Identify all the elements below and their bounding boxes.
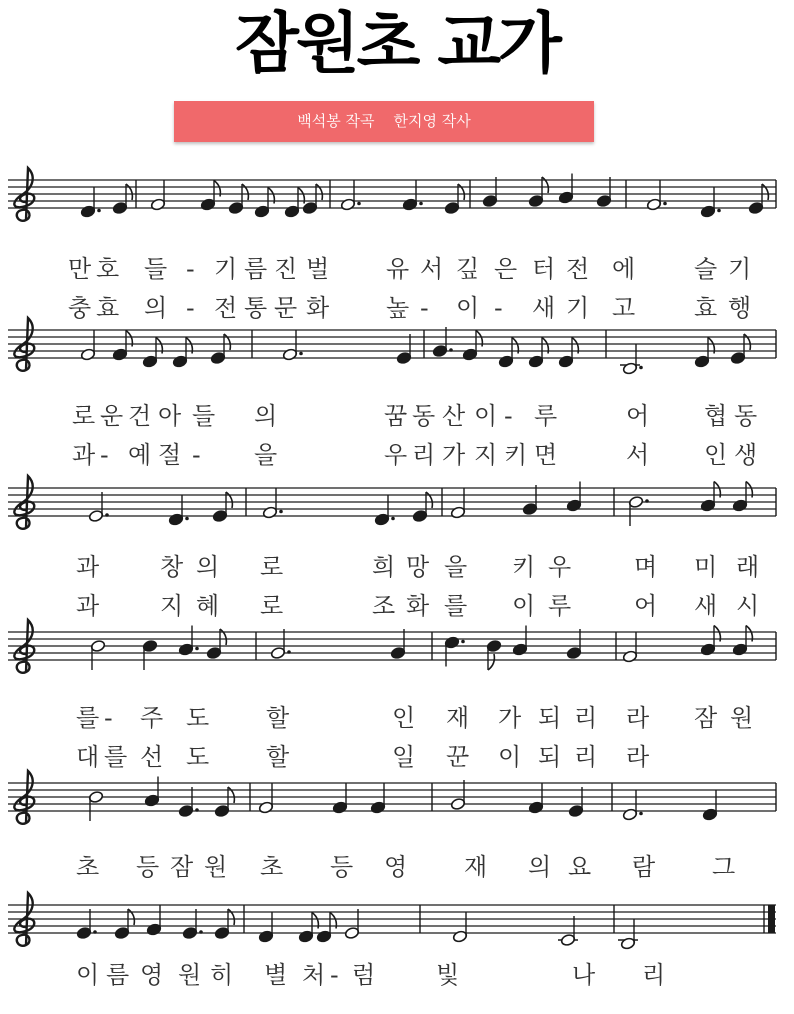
lyric-syllable: 리 xyxy=(574,743,598,771)
lyric-syllable: - xyxy=(494,294,503,322)
lyric-syllable: 과 xyxy=(76,553,100,581)
lyric-syllable: 행 xyxy=(728,294,752,322)
lyric-syllable: 혜 xyxy=(196,592,220,620)
lyric-syllable: 람 xyxy=(632,853,656,881)
lyric-syllable: 고 xyxy=(612,294,636,322)
augmentation-dot xyxy=(639,812,643,816)
augmentation-dot xyxy=(105,513,109,517)
lyric-syllable: 히 xyxy=(210,961,234,989)
lyric-syllable: - xyxy=(186,294,195,322)
lyric-line xyxy=(0,254,794,284)
lyric-syllable: 름 xyxy=(244,255,268,283)
lyric-syllable: - xyxy=(330,961,339,989)
lyric-syllable: 로 xyxy=(72,402,96,430)
lyric-syllable: 서 xyxy=(626,441,650,469)
lyric-syllable: 가 xyxy=(498,704,522,732)
lyric-syllable: 루 xyxy=(534,402,558,430)
lyric-syllable: 이 xyxy=(76,961,100,989)
augmentation-dot xyxy=(287,650,291,654)
lyric-syllable: 를 xyxy=(76,704,100,732)
lyric-line xyxy=(0,960,794,990)
augmentation-dot xyxy=(195,808,199,812)
lyric-syllable: 키 xyxy=(504,441,528,469)
lyric-syllable: 이 xyxy=(474,402,498,430)
lyric-syllable: 되 xyxy=(538,743,562,771)
lyric-syllable: 이 xyxy=(456,294,480,322)
augmentation-dot xyxy=(449,348,453,352)
lyric-syllable: 효 xyxy=(694,294,718,322)
lyric-syllable: 영 xyxy=(384,853,408,881)
lyric-syllable: 조 xyxy=(372,592,396,620)
lyric-syllable: 깊 xyxy=(456,255,480,283)
lyric-syllable: 로 xyxy=(260,553,284,581)
augmentation-dot xyxy=(663,202,667,206)
lyric-syllable: 어 xyxy=(626,402,650,430)
lyric-syllable: 희 xyxy=(372,553,396,581)
lyric-syllable: 시 xyxy=(736,592,760,620)
augmentation-dot xyxy=(97,209,101,213)
lyric-syllable: 등 xyxy=(330,853,354,881)
lyric-syllable: 의 xyxy=(196,553,220,581)
lyric-syllable: 동 xyxy=(734,402,758,430)
lyric-syllable: 은 xyxy=(494,255,518,283)
lyric-syllable: 통 xyxy=(244,294,268,322)
lyric-syllable: 망 xyxy=(406,553,430,581)
augmentation-dot xyxy=(645,499,649,503)
lyric-syllable: - xyxy=(104,704,113,732)
lyric-syllable: 처 xyxy=(302,961,326,989)
lyric-syllable: 재 xyxy=(464,853,488,881)
lyric-line xyxy=(0,703,794,733)
lyric-syllable: 되 xyxy=(538,704,562,732)
augmentation-dot xyxy=(299,352,303,356)
lyric-syllable: 미 xyxy=(694,553,718,581)
lyric-syllable: 로 xyxy=(260,592,284,620)
lyric-syllable: 생 xyxy=(734,441,758,469)
lyric-syllable: 들 xyxy=(144,255,168,283)
lyric-syllable: 의 xyxy=(254,402,278,430)
lyric-syllable: 재 xyxy=(446,704,470,732)
lyric-syllable: 새 xyxy=(694,592,718,620)
lyric-syllable: 대 xyxy=(76,743,100,771)
lyric-syllable: 기 xyxy=(728,255,752,283)
lyric-syllable: 아 xyxy=(158,402,182,430)
lyric-syllable: 산 xyxy=(442,402,466,430)
lyric-syllable: 기 xyxy=(566,294,590,322)
lyric-syllable: 이 xyxy=(512,592,536,620)
lyric-syllable: 을 xyxy=(444,553,468,581)
lyric-syllable: 인 xyxy=(392,704,416,732)
lyric-syllable: 선 xyxy=(140,743,164,771)
lyric-syllable: 를 xyxy=(104,743,128,771)
lyric-syllable: 호 xyxy=(96,255,120,283)
lyric-syllable: 초 xyxy=(260,853,284,881)
lyric-syllable: 초 xyxy=(76,853,100,881)
lyric-syllable: 예 xyxy=(128,441,152,469)
lyric-syllable: 영 xyxy=(140,961,164,989)
lyric-syllable: 만 xyxy=(68,255,92,283)
lyric-syllable: 동 xyxy=(412,402,436,430)
lyric-syllable: 빛 xyxy=(436,961,460,989)
augmentation-dot xyxy=(461,640,465,644)
lyric-syllable: 슬 xyxy=(694,255,718,283)
augmentation-dot xyxy=(199,930,203,934)
lyric-syllable: 기 xyxy=(214,255,238,283)
lyric-syllable: 루 xyxy=(548,592,572,620)
lyric-syllable: 높 xyxy=(386,294,410,322)
lyric-syllable: 며 xyxy=(634,553,658,581)
lyric-syllable: 별 xyxy=(264,961,288,989)
lyric-syllable: 리 xyxy=(642,961,666,989)
lyric-syllable: 들 xyxy=(192,402,216,430)
lyric-syllable: 원 xyxy=(730,704,754,732)
lyric-syllable: 과 xyxy=(76,592,100,620)
lyric-syllable: 우 xyxy=(548,553,572,581)
lyric-syllable: - xyxy=(504,402,513,430)
lyric-syllable: 효 xyxy=(96,294,120,322)
lyric-syllable: 화 xyxy=(406,592,430,620)
lyric-syllable: 이 xyxy=(498,743,522,771)
augmentation-dot xyxy=(279,510,283,514)
lyric-syllable: 를 xyxy=(444,592,468,620)
lyric-line xyxy=(0,591,794,621)
lyric-syllable: 잠 xyxy=(694,704,718,732)
augmentation-dot xyxy=(717,209,721,213)
lyric-syllable: 래 xyxy=(736,553,760,581)
lyric-syllable: 의 xyxy=(144,294,168,322)
lyric-syllable: 가 xyxy=(442,441,466,469)
augmentation-dot xyxy=(391,517,395,521)
lyric-syllable: 우 xyxy=(384,441,408,469)
lyric-syllable: 잠 xyxy=(170,853,194,881)
augmentation-dot xyxy=(185,517,189,521)
lyric-syllable: 나 xyxy=(572,961,596,989)
lyric-syllable: 창 xyxy=(160,553,184,581)
lyric-syllable: 일 xyxy=(392,743,416,771)
lyric-syllable: 운 xyxy=(100,402,124,430)
lyric-syllable: - xyxy=(100,441,109,469)
lyric-syllable: 의 xyxy=(528,853,552,881)
augmentation-dot xyxy=(357,202,361,206)
lyric-syllable: 건 xyxy=(128,402,152,430)
lyric-syllable: 그 xyxy=(712,853,736,881)
lyric-syllable: 할 xyxy=(266,743,290,771)
lyric-syllable: 름 xyxy=(106,961,130,989)
lyric-syllable: - xyxy=(192,441,201,469)
lyric-syllable: 꿈 xyxy=(384,402,408,430)
lyric-syllable: - xyxy=(420,294,429,322)
song-title: 잠원초 교가 xyxy=(235,5,559,82)
lyric-syllable: 과 xyxy=(72,441,96,469)
lyric-syllable: 절 xyxy=(158,441,182,469)
lyric-syllable: 도 xyxy=(186,704,210,732)
lyric-syllable: 할 xyxy=(266,704,290,732)
lyric-syllable: 주 xyxy=(140,704,164,732)
lyric-syllable: 유 xyxy=(386,255,410,283)
lyric-syllable: 협 xyxy=(704,402,728,430)
lyric-syllable: 충 xyxy=(68,294,92,322)
lyric-syllable: 라 xyxy=(626,704,650,732)
lyric-syllable: 벌 xyxy=(306,255,330,283)
augmentation-dot xyxy=(93,930,97,934)
lyric-line xyxy=(0,552,794,582)
lyric-line xyxy=(0,852,794,882)
lyric-syllable: 서 xyxy=(420,255,444,283)
lyric-syllable: 문 xyxy=(274,294,298,322)
lyric-syllable: 도 xyxy=(186,743,210,771)
lyric-line xyxy=(0,742,794,772)
note-flag xyxy=(488,654,494,670)
augmentation-dot xyxy=(639,366,643,370)
lyric-line xyxy=(0,401,794,431)
lyric-syllable: 꾼 xyxy=(446,743,470,771)
lyric-syllable: 터 xyxy=(532,255,556,283)
lyric-syllable: 키 xyxy=(512,553,536,581)
lyric-syllable: 요 xyxy=(568,853,592,881)
lyric-line xyxy=(0,440,794,470)
lyric-syllable: 원 xyxy=(178,961,202,989)
composer-lyricist-banner: 백석봉 작곡 한지영 작사 xyxy=(174,101,594,142)
lyric-syllable: 새 xyxy=(532,294,556,322)
lyric-syllable: 어 xyxy=(634,592,658,620)
lyric-syllable: 지 xyxy=(160,592,184,620)
lyric-syllable: 럼 xyxy=(352,961,376,989)
lyric-syllable: 진 xyxy=(274,255,298,283)
lyric-syllable: 인 xyxy=(704,441,728,469)
lyric-syllable: 전 xyxy=(214,294,238,322)
lyric-syllable: - xyxy=(186,255,195,283)
augmentation-dot xyxy=(419,202,423,206)
lyric-syllable: 원 xyxy=(204,853,228,881)
augmentation-dot xyxy=(195,647,199,651)
lyric-syllable: 라 xyxy=(626,743,650,771)
lyric-syllable: 리 xyxy=(412,441,436,469)
lyric-syllable: 면 xyxy=(534,441,558,469)
lyric-syllable: 에 xyxy=(612,255,636,283)
lyric-syllable: 을 xyxy=(254,441,278,469)
lyric-syllable: 등 xyxy=(136,853,160,881)
lyric-syllable: 리 xyxy=(574,704,598,732)
lyric-syllable: 지 xyxy=(474,441,498,469)
lyric-line xyxy=(0,293,794,323)
final-bar-thick xyxy=(768,905,775,933)
lyric-syllable: 화 xyxy=(306,294,330,322)
lyric-syllable: 전 xyxy=(566,255,590,283)
